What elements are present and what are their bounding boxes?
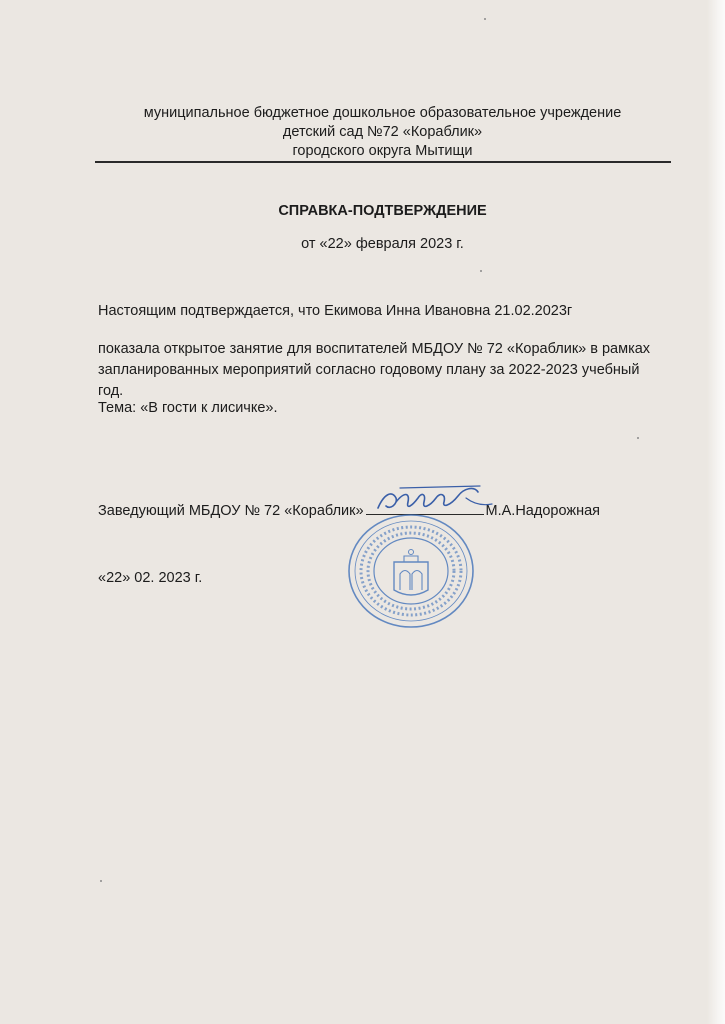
header-line-3: городского округа Мытищи (292, 143, 473, 159)
scan-speck (100, 880, 102, 882)
paragraph-confirmation: Настоящим подтверждается, что Екимова Инна Ивановна 21.02.2023г (98, 303, 573, 319)
header-divider (95, 161, 671, 163)
handwritten-signature (370, 480, 500, 530)
scan-speck (484, 18, 486, 20)
scan-speck (480, 270, 482, 272)
organization-header (95, 104, 670, 161)
signatory-position: Заведующий МБДОУ № 72 «Кораблик» (98, 503, 364, 519)
scan-edge (707, 0, 725, 1024)
document-date: от «22» февраля 2023 г. (301, 236, 464, 252)
header-line-1: муниципальное бюджетное дошкольное образовательное учреждение (143, 105, 622, 121)
paragraph-details (98, 339, 668, 402)
header-line-2: детский сад №72 «Кораблик» (282, 124, 483, 140)
document-title: СПРАВКА-ПОДТВЕРЖДЕНИЕ (278, 203, 487, 219)
paragraph-details-line-2: запланированных мероприятий согласно годовому плану за 2022-2023 учебный год. (98, 362, 640, 399)
signatory-name: М.А.Надорожная (485, 503, 600, 519)
scan-speck (637, 437, 639, 439)
paragraph-details-line-1: показала открытое занятие для воспитателей МБДОУ № 72 «Кораблик» в рамках (98, 341, 651, 357)
signature-date: «22» 02. 2023 г. (98, 570, 203, 586)
paragraph-topic: Тема: «В гости к лисичке». (98, 400, 278, 416)
